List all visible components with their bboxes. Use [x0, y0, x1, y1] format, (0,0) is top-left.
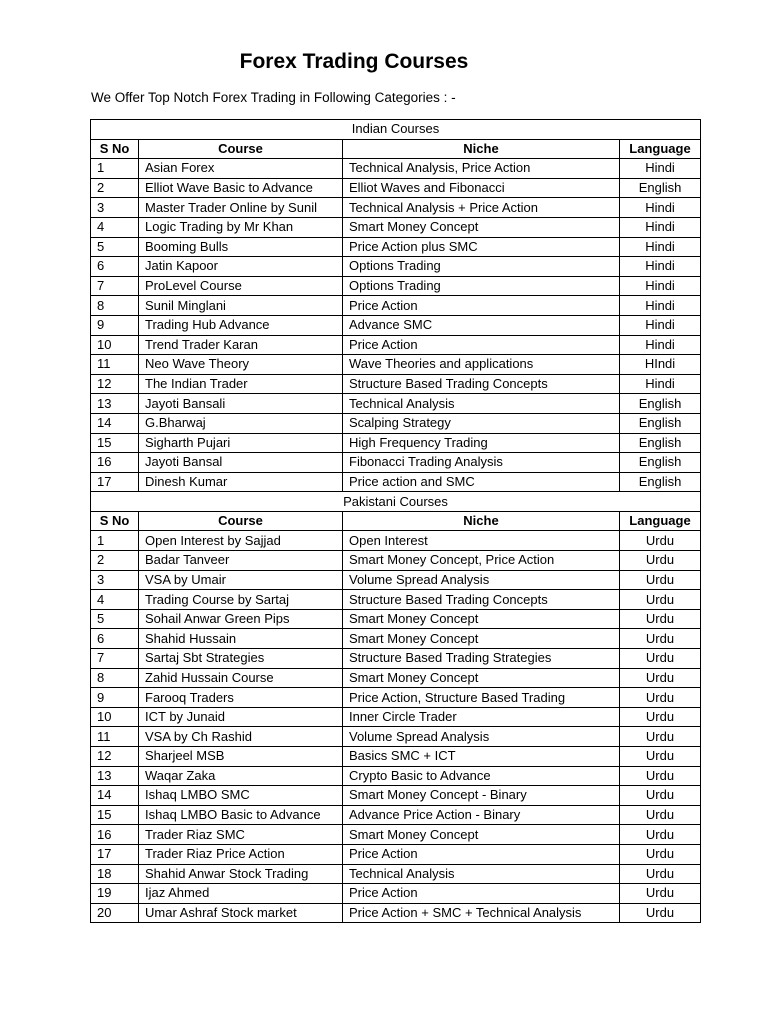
- niche-cell: Crypto Basic to Advance: [343, 766, 620, 786]
- niche-cell: Technical Analysis: [343, 864, 620, 884]
- serial-number-cell: 8: [91, 668, 139, 688]
- niche-cell: Price Action: [343, 884, 620, 904]
- table-row: [91, 217, 701, 237]
- language-cell: Urdu: [620, 649, 701, 669]
- table-row: [91, 453, 701, 473]
- language-cell: Hindi: [620, 237, 701, 257]
- serial-number-cell: 4: [91, 217, 139, 237]
- language-cell: Urdu: [620, 531, 701, 551]
- table-row: [91, 864, 701, 884]
- table-row: [91, 237, 701, 257]
- serial-number-cell: 19: [91, 884, 139, 904]
- language-cell: Urdu: [620, 844, 701, 864]
- language-cell: Urdu: [620, 727, 701, 747]
- table-row: [91, 433, 701, 453]
- language-cell: English: [620, 453, 701, 473]
- table-row: [91, 413, 701, 433]
- course-cell: Farooq Traders: [139, 688, 343, 708]
- course-cell: Ishaq LMBO SMC: [139, 786, 343, 806]
- course-cell: Ishaq LMBO Basic to Advance: [139, 805, 343, 825]
- serial-number-cell: 5: [91, 237, 139, 257]
- course-cell: Sharjeel MSB: [139, 747, 343, 767]
- table-row: [91, 727, 701, 747]
- course-cell: Badar Tanveer: [139, 551, 343, 571]
- niche-cell: Price action and SMC: [343, 472, 620, 492]
- language-cell: Hindi: [620, 217, 701, 237]
- course-cell: Jatin Kapoor: [139, 257, 343, 277]
- language-cell: Urdu: [620, 864, 701, 884]
- course-cell: Open Interest by Sajjad: [139, 531, 343, 551]
- course-cell: VSA by Ch Rashid: [139, 727, 343, 747]
- table-row: [91, 668, 701, 688]
- table-row: [91, 551, 701, 571]
- niche-cell: Smart Money Concept, Price Action: [343, 551, 620, 571]
- table-row: [91, 649, 701, 669]
- serial-number-cell: 10: [91, 335, 139, 355]
- table-row: [91, 707, 701, 727]
- language-cell: Urdu: [620, 551, 701, 571]
- language-cell: Urdu: [620, 609, 701, 629]
- language-cell: Hindi: [620, 374, 701, 394]
- serial-number-cell: 16: [91, 825, 139, 845]
- course-cell: Trader Riaz SMC: [139, 825, 343, 845]
- niche-cell: Volume Spread Analysis: [343, 570, 620, 590]
- table-row: [91, 257, 701, 277]
- section-title: Pakistani Courses: [91, 492, 701, 512]
- course-cell: ProLevel Course: [139, 276, 343, 296]
- language-cell: Hindi: [620, 257, 701, 277]
- serial-number-cell: 5: [91, 609, 139, 629]
- niche-cell: Structure Based Trading Concepts: [343, 374, 620, 394]
- serial-number-cell: 15: [91, 805, 139, 825]
- serial-number-cell: 3: [91, 570, 139, 590]
- table-row: [91, 570, 701, 590]
- niche-cell: Technical Analysis: [343, 394, 620, 414]
- language-cell: Hindi: [620, 296, 701, 316]
- table-row: [91, 884, 701, 904]
- niche-header: Niche: [343, 139, 620, 159]
- language-cell: Urdu: [620, 884, 701, 904]
- table-row: [91, 629, 701, 649]
- niche-cell: Elliot Waves and Fibonacci: [343, 178, 620, 198]
- table-row: [91, 355, 701, 375]
- serial-number-cell: 9: [91, 315, 139, 335]
- niche-cell: Wave Theories and applications: [343, 355, 620, 375]
- course-cell: Trading Course by Sartaj: [139, 590, 343, 610]
- serial-number-cell: 4: [91, 590, 139, 610]
- language-cell: Urdu: [620, 786, 701, 806]
- course-cell: Sunil Minglani: [139, 296, 343, 316]
- course-cell: Trader Riaz Price Action: [139, 844, 343, 864]
- language-header: Language: [620, 139, 701, 159]
- language-cell: English: [620, 433, 701, 453]
- section-title-row: [91, 120, 701, 140]
- table-row: [91, 609, 701, 629]
- language-cell: Urdu: [620, 903, 701, 923]
- table-row: [91, 786, 701, 806]
- course-cell: Jayoti Bansal: [139, 453, 343, 473]
- niche-cell: Advance Price Action - Binary: [343, 805, 620, 825]
- serial-number-cell: 17: [91, 844, 139, 864]
- serial-number-cell: 7: [91, 276, 139, 296]
- course-cell: Waqar Zaka: [139, 766, 343, 786]
- course-header: Course: [139, 139, 343, 159]
- serial-number-cell: 20: [91, 903, 139, 923]
- serial-number-cell: 11: [91, 355, 139, 375]
- table-row: [91, 296, 701, 316]
- table-row: [91, 825, 701, 845]
- serial-number-cell: 3: [91, 198, 139, 218]
- language-cell: Urdu: [620, 688, 701, 708]
- serial-number-cell: 6: [91, 629, 139, 649]
- table-row: [91, 374, 701, 394]
- niche-cell: Volume Spread Analysis: [343, 727, 620, 747]
- niche-cell: Smart Money Concept: [343, 825, 620, 845]
- language-cell: Urdu: [620, 766, 701, 786]
- course-cell: G.Bharwaj: [139, 413, 343, 433]
- serial-number-cell: 1: [91, 159, 139, 179]
- language-cell: English: [620, 394, 701, 414]
- serial-number-cell: 14: [91, 413, 139, 433]
- niche-cell: Price Action: [343, 335, 620, 355]
- language-cell: HIndi: [620, 355, 701, 375]
- serial-number-cell: 2: [91, 178, 139, 198]
- niche-cell: Smart Money Concept: [343, 668, 620, 688]
- serial-number-cell: 14: [91, 786, 139, 806]
- table-row: [91, 198, 701, 218]
- course-cell: Neo Wave Theory: [139, 355, 343, 375]
- language-cell: English: [620, 413, 701, 433]
- table-row: [91, 766, 701, 786]
- serial-number-cell: 12: [91, 747, 139, 767]
- section-title: Indian Courses: [91, 120, 701, 140]
- table-row: [91, 747, 701, 767]
- niche-cell: Inner Circle Trader: [343, 707, 620, 727]
- language-cell: English: [620, 178, 701, 198]
- niche-cell: Scalping Strategy: [343, 413, 620, 433]
- serial-number-cell: 1: [91, 531, 139, 551]
- course-cell: ICT by Junaid: [139, 707, 343, 727]
- language-cell: Urdu: [620, 805, 701, 825]
- course-cell: Trend Trader Karan: [139, 335, 343, 355]
- language-cell: English: [620, 472, 701, 492]
- courses-table-body: [91, 120, 701, 923]
- course-cell: VSA by Umair: [139, 570, 343, 590]
- serial-number-cell: 18: [91, 864, 139, 884]
- table-row: [91, 394, 701, 414]
- language-cell: Hindi: [620, 198, 701, 218]
- niche-header: Niche: [343, 511, 620, 531]
- course-cell: Dinesh Kumar: [139, 472, 343, 492]
- table-row: [91, 805, 701, 825]
- serial-number-cell: 17: [91, 472, 139, 492]
- table-row: [91, 844, 701, 864]
- table-row: [91, 335, 701, 355]
- table-row: [91, 315, 701, 335]
- course-cell: Shahid Hussain: [139, 629, 343, 649]
- language-cell: Hindi: [620, 335, 701, 355]
- course-cell: Trading Hub Advance: [139, 315, 343, 335]
- niche-cell: Smart Money Concept: [343, 217, 620, 237]
- serial-number-cell: 13: [91, 394, 139, 414]
- niche-cell: Advance SMC: [343, 315, 620, 335]
- course-cell: The Indian Trader: [139, 374, 343, 394]
- niche-cell: Price Action: [343, 844, 620, 864]
- serial-number-cell: 8: [91, 296, 139, 316]
- course-cell: Master Trader Online by Sunil: [139, 198, 343, 218]
- serial-number-cell: 16: [91, 453, 139, 473]
- courses-table: [90, 119, 701, 923]
- niche-cell: Technical Analysis + Price Action: [343, 198, 620, 218]
- language-cell: Urdu: [620, 570, 701, 590]
- niche-cell: Options Trading: [343, 276, 620, 296]
- table-row: [91, 531, 701, 551]
- niche-cell: Options Trading: [343, 257, 620, 277]
- niche-cell: Smart Money Concept: [343, 629, 620, 649]
- niche-cell: Price Action: [343, 296, 620, 316]
- language-header: Language: [620, 511, 701, 531]
- niche-cell: Price Action plus SMC: [343, 237, 620, 257]
- course-cell: Shahid Anwar Stock Trading: [139, 864, 343, 884]
- niche-cell: Price Action + SMC + Technical Analysis: [343, 903, 620, 923]
- language-cell: Urdu: [620, 668, 701, 688]
- course-cell: Elliot Wave Basic to Advance: [139, 178, 343, 198]
- intro-text: We Offer Top Notch Forex Trading in Following Categories : -: [91, 90, 456, 105]
- course-cell: Sigharth Pujari: [139, 433, 343, 453]
- table-row: [91, 472, 701, 492]
- language-cell: Urdu: [620, 590, 701, 610]
- table-row: [91, 590, 701, 610]
- serial-number-header: S No: [91, 139, 139, 159]
- language-cell: Urdu: [620, 747, 701, 767]
- course-header: Course: [139, 511, 343, 531]
- serial-number-cell: 7: [91, 649, 139, 669]
- serial-number-header: S No: [91, 511, 139, 531]
- table-row: [91, 688, 701, 708]
- table-row: [91, 178, 701, 198]
- serial-number-cell: 9: [91, 688, 139, 708]
- serial-number-cell: 12: [91, 374, 139, 394]
- course-cell: Asian Forex: [139, 159, 343, 179]
- course-cell: Ijaz Ahmed: [139, 884, 343, 904]
- niche-cell: High Frequency Trading: [343, 433, 620, 453]
- table-row: [91, 903, 701, 923]
- page-title: Forex Trading Courses: [239, 50, 469, 73]
- niche-cell: Smart Money Concept - Binary: [343, 786, 620, 806]
- course-cell: Logic Trading by Mr Khan: [139, 217, 343, 237]
- niche-cell: Basics SMC + ICT: [343, 747, 620, 767]
- serial-number-cell: 13: [91, 766, 139, 786]
- serial-number-cell: 11: [91, 727, 139, 747]
- course-cell: Jayoti Bansali: [139, 394, 343, 414]
- column-header-row: [91, 139, 701, 159]
- serial-number-cell: 2: [91, 551, 139, 571]
- course-cell: Zahid Hussain Course: [139, 668, 343, 688]
- language-cell: Hindi: [620, 159, 701, 179]
- niche-cell: Price Action, Structure Based Trading: [343, 688, 620, 708]
- serial-number-cell: 15: [91, 433, 139, 453]
- column-header-row: [91, 511, 701, 531]
- niche-cell: Fibonacci Trading Analysis: [343, 453, 620, 473]
- serial-number-cell: 10: [91, 707, 139, 727]
- table-row: [91, 276, 701, 296]
- section-title-row: [91, 492, 701, 512]
- niche-cell: Smart Money Concept: [343, 609, 620, 629]
- niche-cell: Open Interest: [343, 531, 620, 551]
- niche-cell: Structure Based Trading Strategies: [343, 649, 620, 669]
- niche-cell: Structure Based Trading Concepts: [343, 590, 620, 610]
- language-cell: Urdu: [620, 707, 701, 727]
- language-cell: Urdu: [620, 825, 701, 845]
- course-cell: Umar Ashraf Stock market: [139, 903, 343, 923]
- language-cell: Hindi: [620, 276, 701, 296]
- course-cell: Sartaj Sbt Strategies: [139, 649, 343, 669]
- language-cell: Hindi: [620, 315, 701, 335]
- course-cell: Sohail Anwar Green Pips: [139, 609, 343, 629]
- serial-number-cell: 6: [91, 257, 139, 277]
- course-cell: Booming Bulls: [139, 237, 343, 257]
- niche-cell: Technical Analysis, Price Action: [343, 159, 620, 179]
- table-row: [91, 159, 701, 179]
- language-cell: Urdu: [620, 629, 701, 649]
